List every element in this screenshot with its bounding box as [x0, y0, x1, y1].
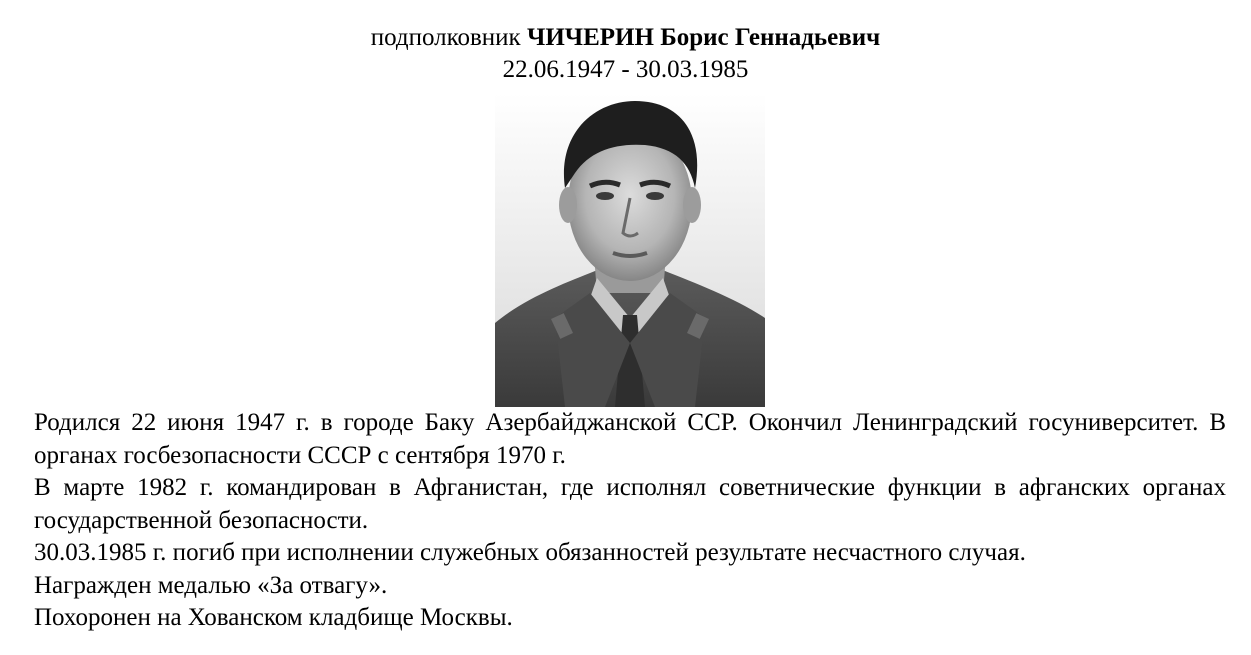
- biography: [34, 407, 1226, 635]
- person-name: ЧИЧЕРИН Борис Геннадьевич: [526, 24, 881, 51]
- header: [0, 22, 1251, 86]
- bio-paragraph: 30.03.1985 г. погиб при исполнении служебных обязанностей результате несчастного случая.: [34, 539, 1026, 566]
- bio-paragraph: Награжден медалью «За отвагу».: [34, 571, 388, 599]
- bio-paragraph: Похоронен на Хованском кладбище Москвы.: [34, 604, 513, 631]
- portrait-photo: [495, 93, 765, 407]
- bio-paragraph: В марте 1982 г. командирован в Афганистан, где исполнял советнические функции в афганских органах государственной безопасности.: [34, 474, 1226, 534]
- bio-paragraph: Родился 22 июня 1947 г. в городе Баку Азербайджанской ССР. Окончил Ленинградский госуниверситет. В органах госбезопасности СССР с сентября 1970 г.: [34, 409, 1226, 469]
- rank-label: подполковник: [370, 24, 521, 51]
- title-line: [0, 22, 1251, 54]
- life-dates: 22.06.1947 - 30.03.1985: [502, 56, 749, 83]
